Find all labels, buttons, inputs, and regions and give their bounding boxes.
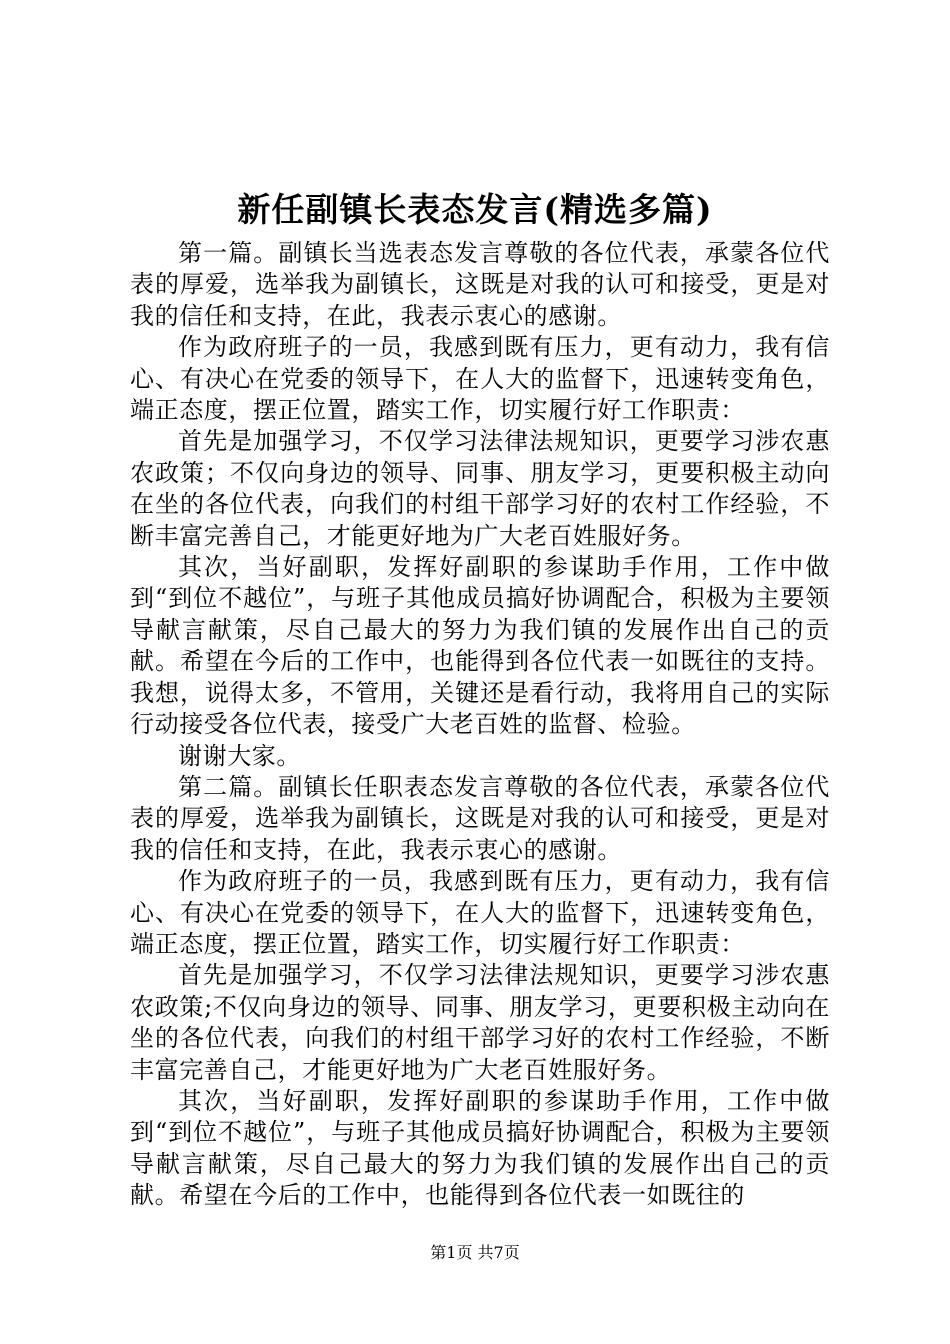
document-title: 新任副镇长表态发言(精选多篇): [237, 190, 713, 229]
page-footer: [0, 1242, 950, 1264]
paragraph: 其次，当好副职，发挥好副职的参谋助手作用，工作中做到“到位不越位”，与班子其他成员搞好协调配合，积极为主要领导献言献策，尽自己最大的努力为我们镇的发展作出自己的贡献。希望在今后的工作中，也能得到各位代表一如既往的支持。我想，说得太多，不管用，关键还是看行动，我将用自己的实际行动接受各位代表，接受广大老百姓的监督、检验。: [130, 553, 830, 739]
paragraph: 第二篇。副镇长任职表态发言尊敬的各位代表，承蒙各位代表的厚爱，选举我为副镇长，这既是对我的认可和接受，更是对我的信任和支持，在此，我表示衷心的感谢。: [130, 772, 830, 864]
paragraph: 作为政府班子的一员，我感到既有压力，更有动力，我有信心、有决心在党委的领导下，在人大的监督下，迅速转变角色，端正态度，摆正位置，踏实工作，切实履行好工作职责：: [130, 333, 830, 425]
paragraph: 首先是加强学习，不仅学习法律法规知识，更要学习涉农惠农政策;不仅向身边的领导、同事、朋友学习，更要积极主动向在坐的各位代表，向我们的村组干部学习好的农村工作经验，不断丰富完善自己，才能更好地为广大老百姓服好务。: [130, 961, 830, 1084]
page-number: 第1页 共7页: [430, 1243, 520, 1262]
paragraph: 谢谢大家。: [178, 741, 301, 770]
paragraph: 作为政府班子的一员，我感到既有压力，更有动力，我有信心、有决心在党委的领导下，在人大的监督下，迅速转变角色，端正态度，摆正位置，踏实工作，切实履行好工作职责：: [130, 867, 830, 958]
paragraph: 首先是加强学习，不仅学习法律法规知识，更要学习涉农惠农政策；不仅向身边的领导、同事、朋友学习，更要积极主动向在坐的各位代表，向我们的村组干部学习好的农村工作经验，不断丰富完善自己，才能更好地为广大老百姓服好务。: [130, 427, 830, 550]
paragraph: 第一篇。副镇长当选表态发言尊敬的各位代表，承蒙各位代表的厚爱，选举我为副镇长，这既是对我的认可和接受，更是对我的信任和支持，在此，我表示衷心的感谢。: [130, 239, 830, 330]
document-body: [130, 238, 830, 1212]
paragraph: 其次，当好副职，发挥好副职的参谋助手作用，工作中做到“到位不越位”，与班子其他成员搞好协调配合，积极为主要领导献言献策，尽自己最大的努力为我们镇的发展作出自己的贡献。希望在今后的工作中，也能得到各位代表一如既往的: [130, 1086, 830, 1210]
